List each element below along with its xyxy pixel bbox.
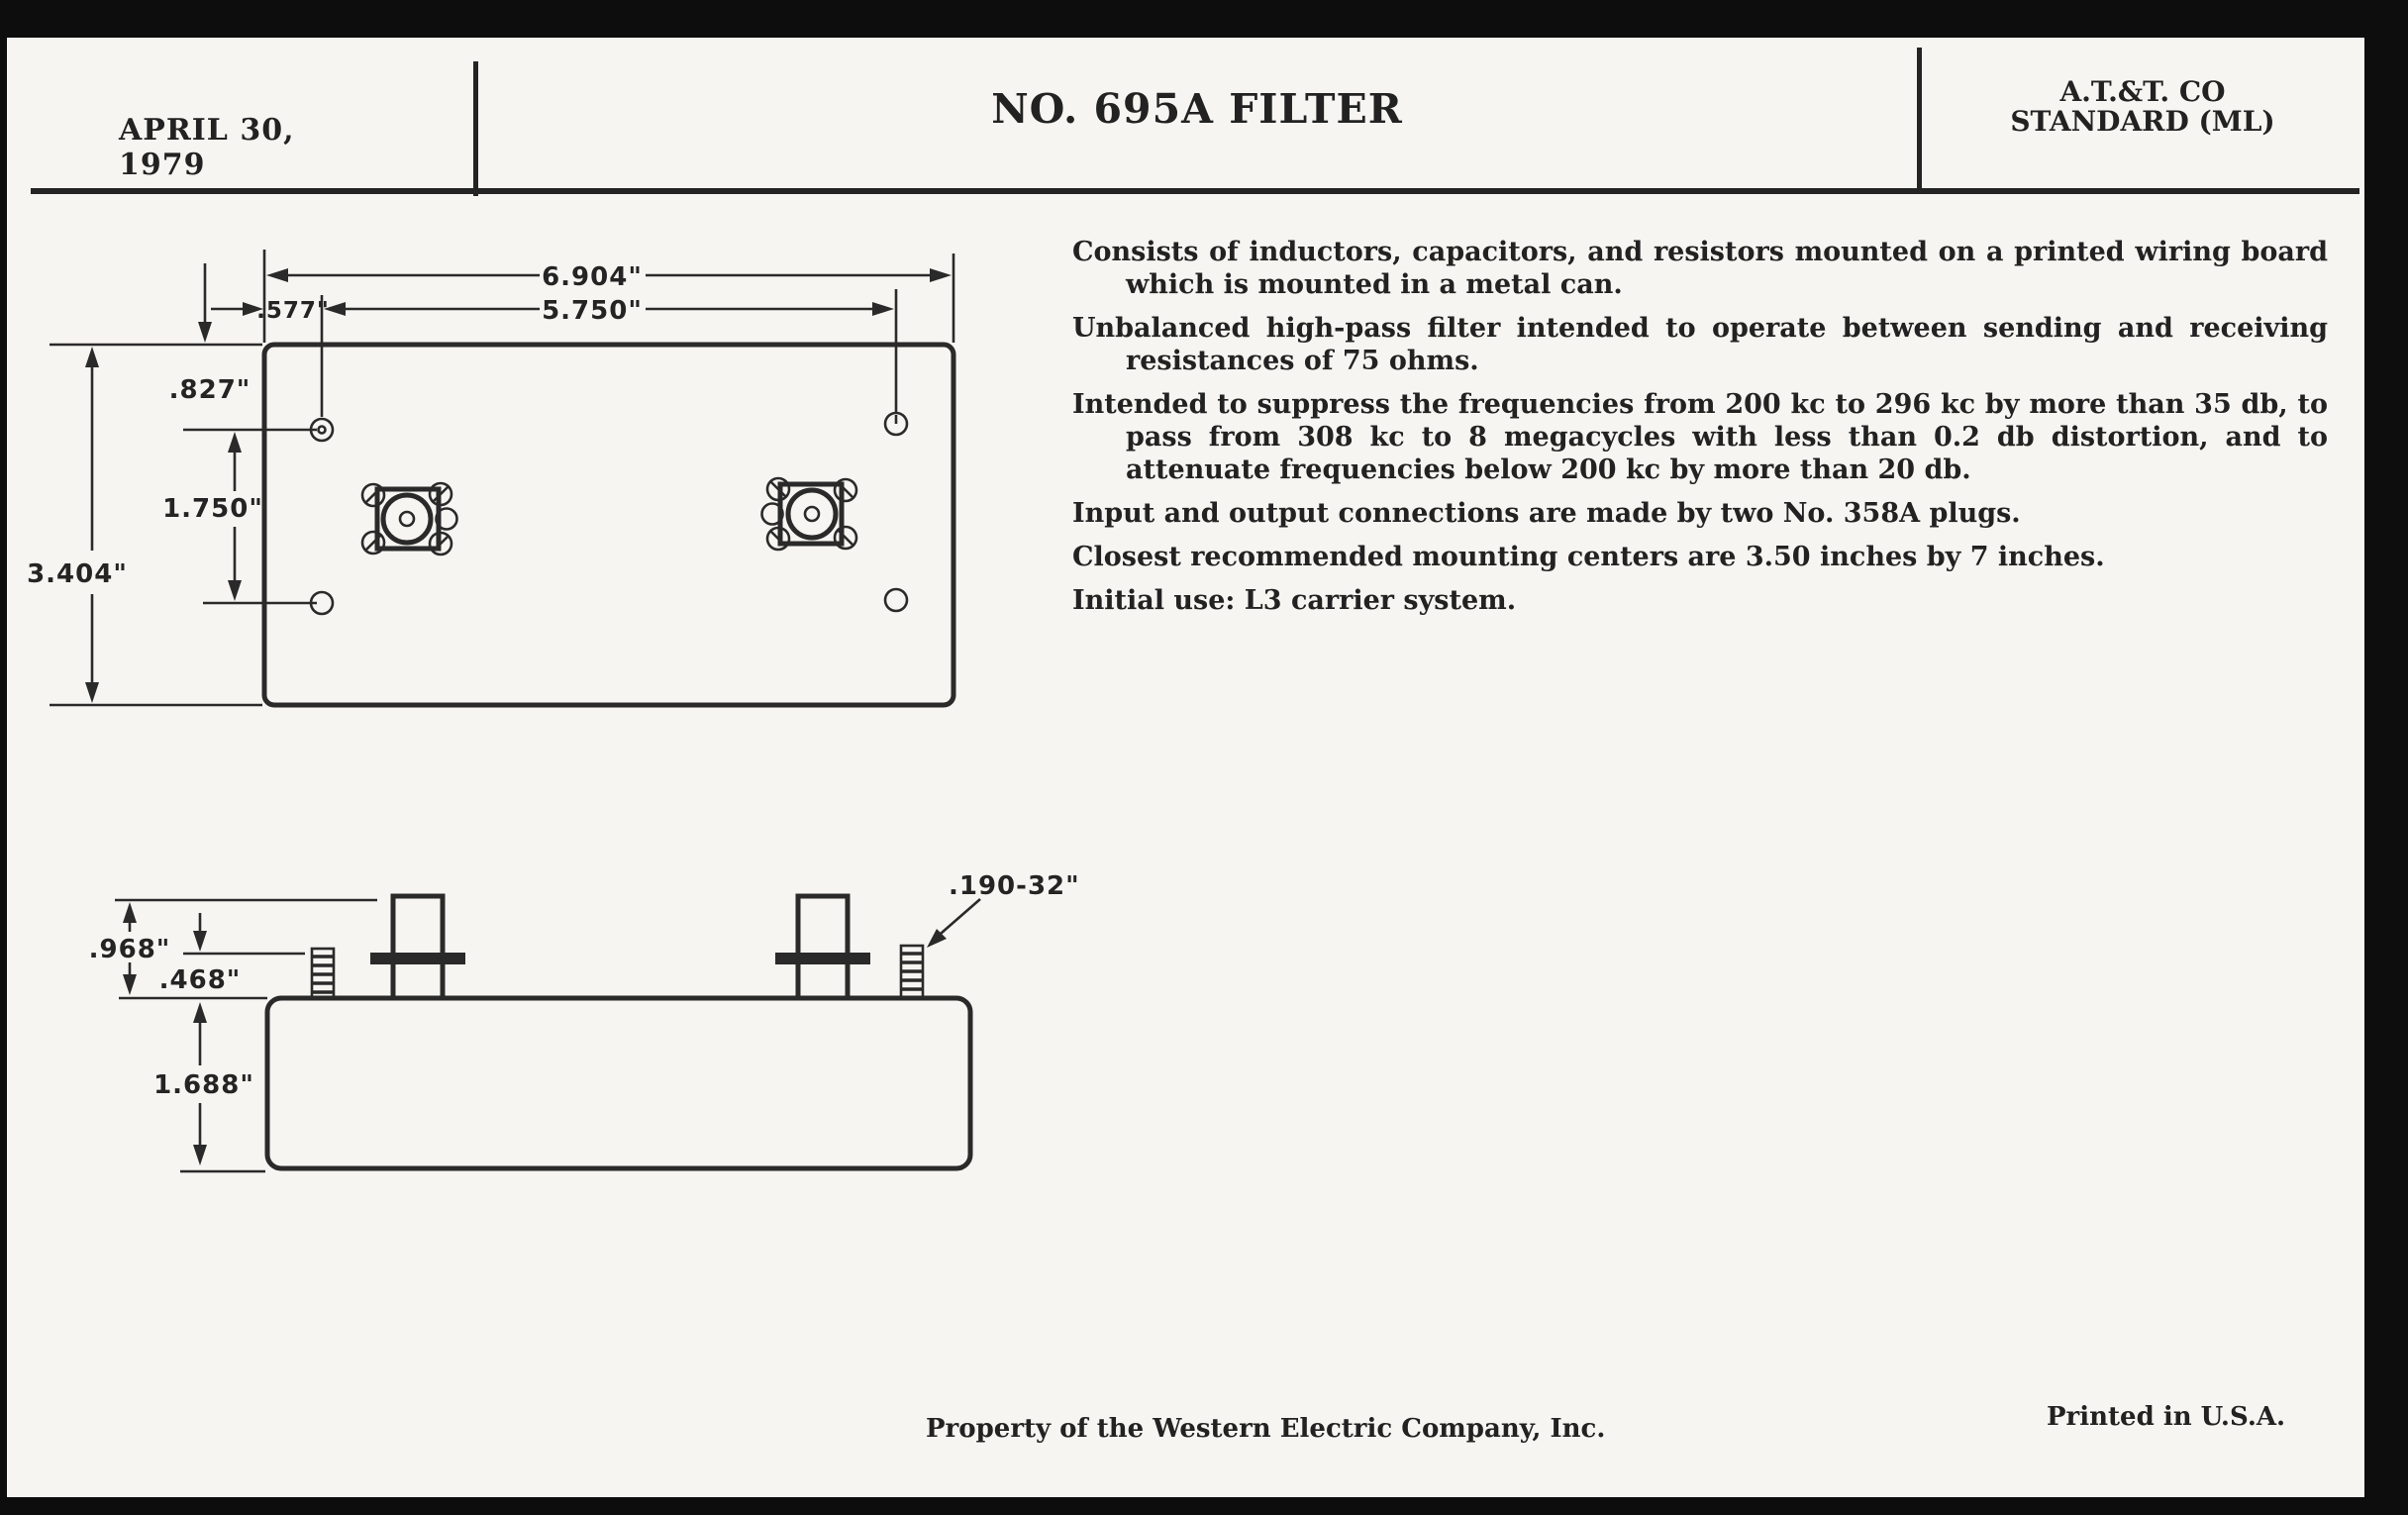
org-name: A.T.&T. CO — [2059, 75, 2226, 108]
scan-border-top — [0, 0, 2408, 38]
dim-thread-spec: .190-32" — [949, 871, 1080, 901]
dim-edge-to-hole: .577" — [256, 298, 330, 324]
dim-overall-width: 6.904" — [542, 262, 643, 292]
spec-note-frequency: Intended to suppress the frequencies from 200 kc to 296 kc by more than 35 db, to pass from 308 kc to 8 megacycles with less than 0.2 db distortion, and to attenuate frequencies below 200 kc by more than 20 db. — [1072, 389, 2328, 485]
jack-left — [362, 483, 457, 555]
spec-note-initial-use: Initial use: L3 carrier system. — [1072, 585, 1517, 616]
spec-notes — [1072, 236, 2328, 628]
footer-property-notice: Property of the Western Electric Company, Inc. — [926, 1414, 1606, 1444]
spec-note-construction: Consists of inductors, capacitors, and resistors mounted on a printed wiring board which is mounted in a metal can. — [1072, 237, 2328, 300]
org-standard: STANDARD (ML) — [2010, 105, 2275, 139]
scan-border-bottom — [0, 1497, 2408, 1515]
dim-body-height: 1.688" — [153, 1070, 254, 1100]
side-view-can-outline — [267, 998, 970, 1168]
dim-top-to-hole: .827" — [168, 375, 251, 405]
org-standard-label — [1922, 77, 2363, 137]
plug-left — [370, 896, 465, 998]
issue-date: APRIL 30, 1979 — [119, 113, 295, 182]
dim-hole-spacing: 5.750" — [542, 296, 643, 326]
mounting-hole-bottom-right — [885, 589, 907, 611]
side-view-drawing — [0, 852, 1109, 1228]
spec-note-filter-type: Unbalanced high-pass filter intended to operate between sending and receiving resistances of 75 ohms. — [1072, 313, 2328, 376]
scan-border-left — [0, 0, 7, 1515]
dim-stud-height: .468" — [158, 965, 242, 995]
threaded-stud-right — [901, 946, 923, 998]
spec-note-mounting: Closest recommended mounting centers are 3.50 inches by 7 inches. — [1072, 542, 2105, 572]
page-title: NO. 695A FILTER — [991, 85, 1403, 133]
dim-overall-height: 3.404" — [27, 559, 128, 589]
scan-border-right — [2364, 0, 2408, 1515]
header-rule — [31, 188, 2359, 194]
jack-right — [762, 478, 857, 550]
threaded-stud-left — [312, 949, 334, 998]
top-view-can-outline — [264, 345, 953, 705]
spec-note-connections: Input and output connections are made by two No. 358A plugs. — [1072, 498, 2021, 529]
document-page — [7, 38, 2364, 1497]
footer-printed-notice: Printed in U.S.A. — [2047, 1402, 2286, 1432]
top-view-drawing — [0, 228, 1069, 782]
dim-plug-height: .968" — [88, 935, 171, 964]
plug-right — [775, 896, 870, 998]
dim-hole-row-spacing: 1.750" — [162, 494, 263, 524]
